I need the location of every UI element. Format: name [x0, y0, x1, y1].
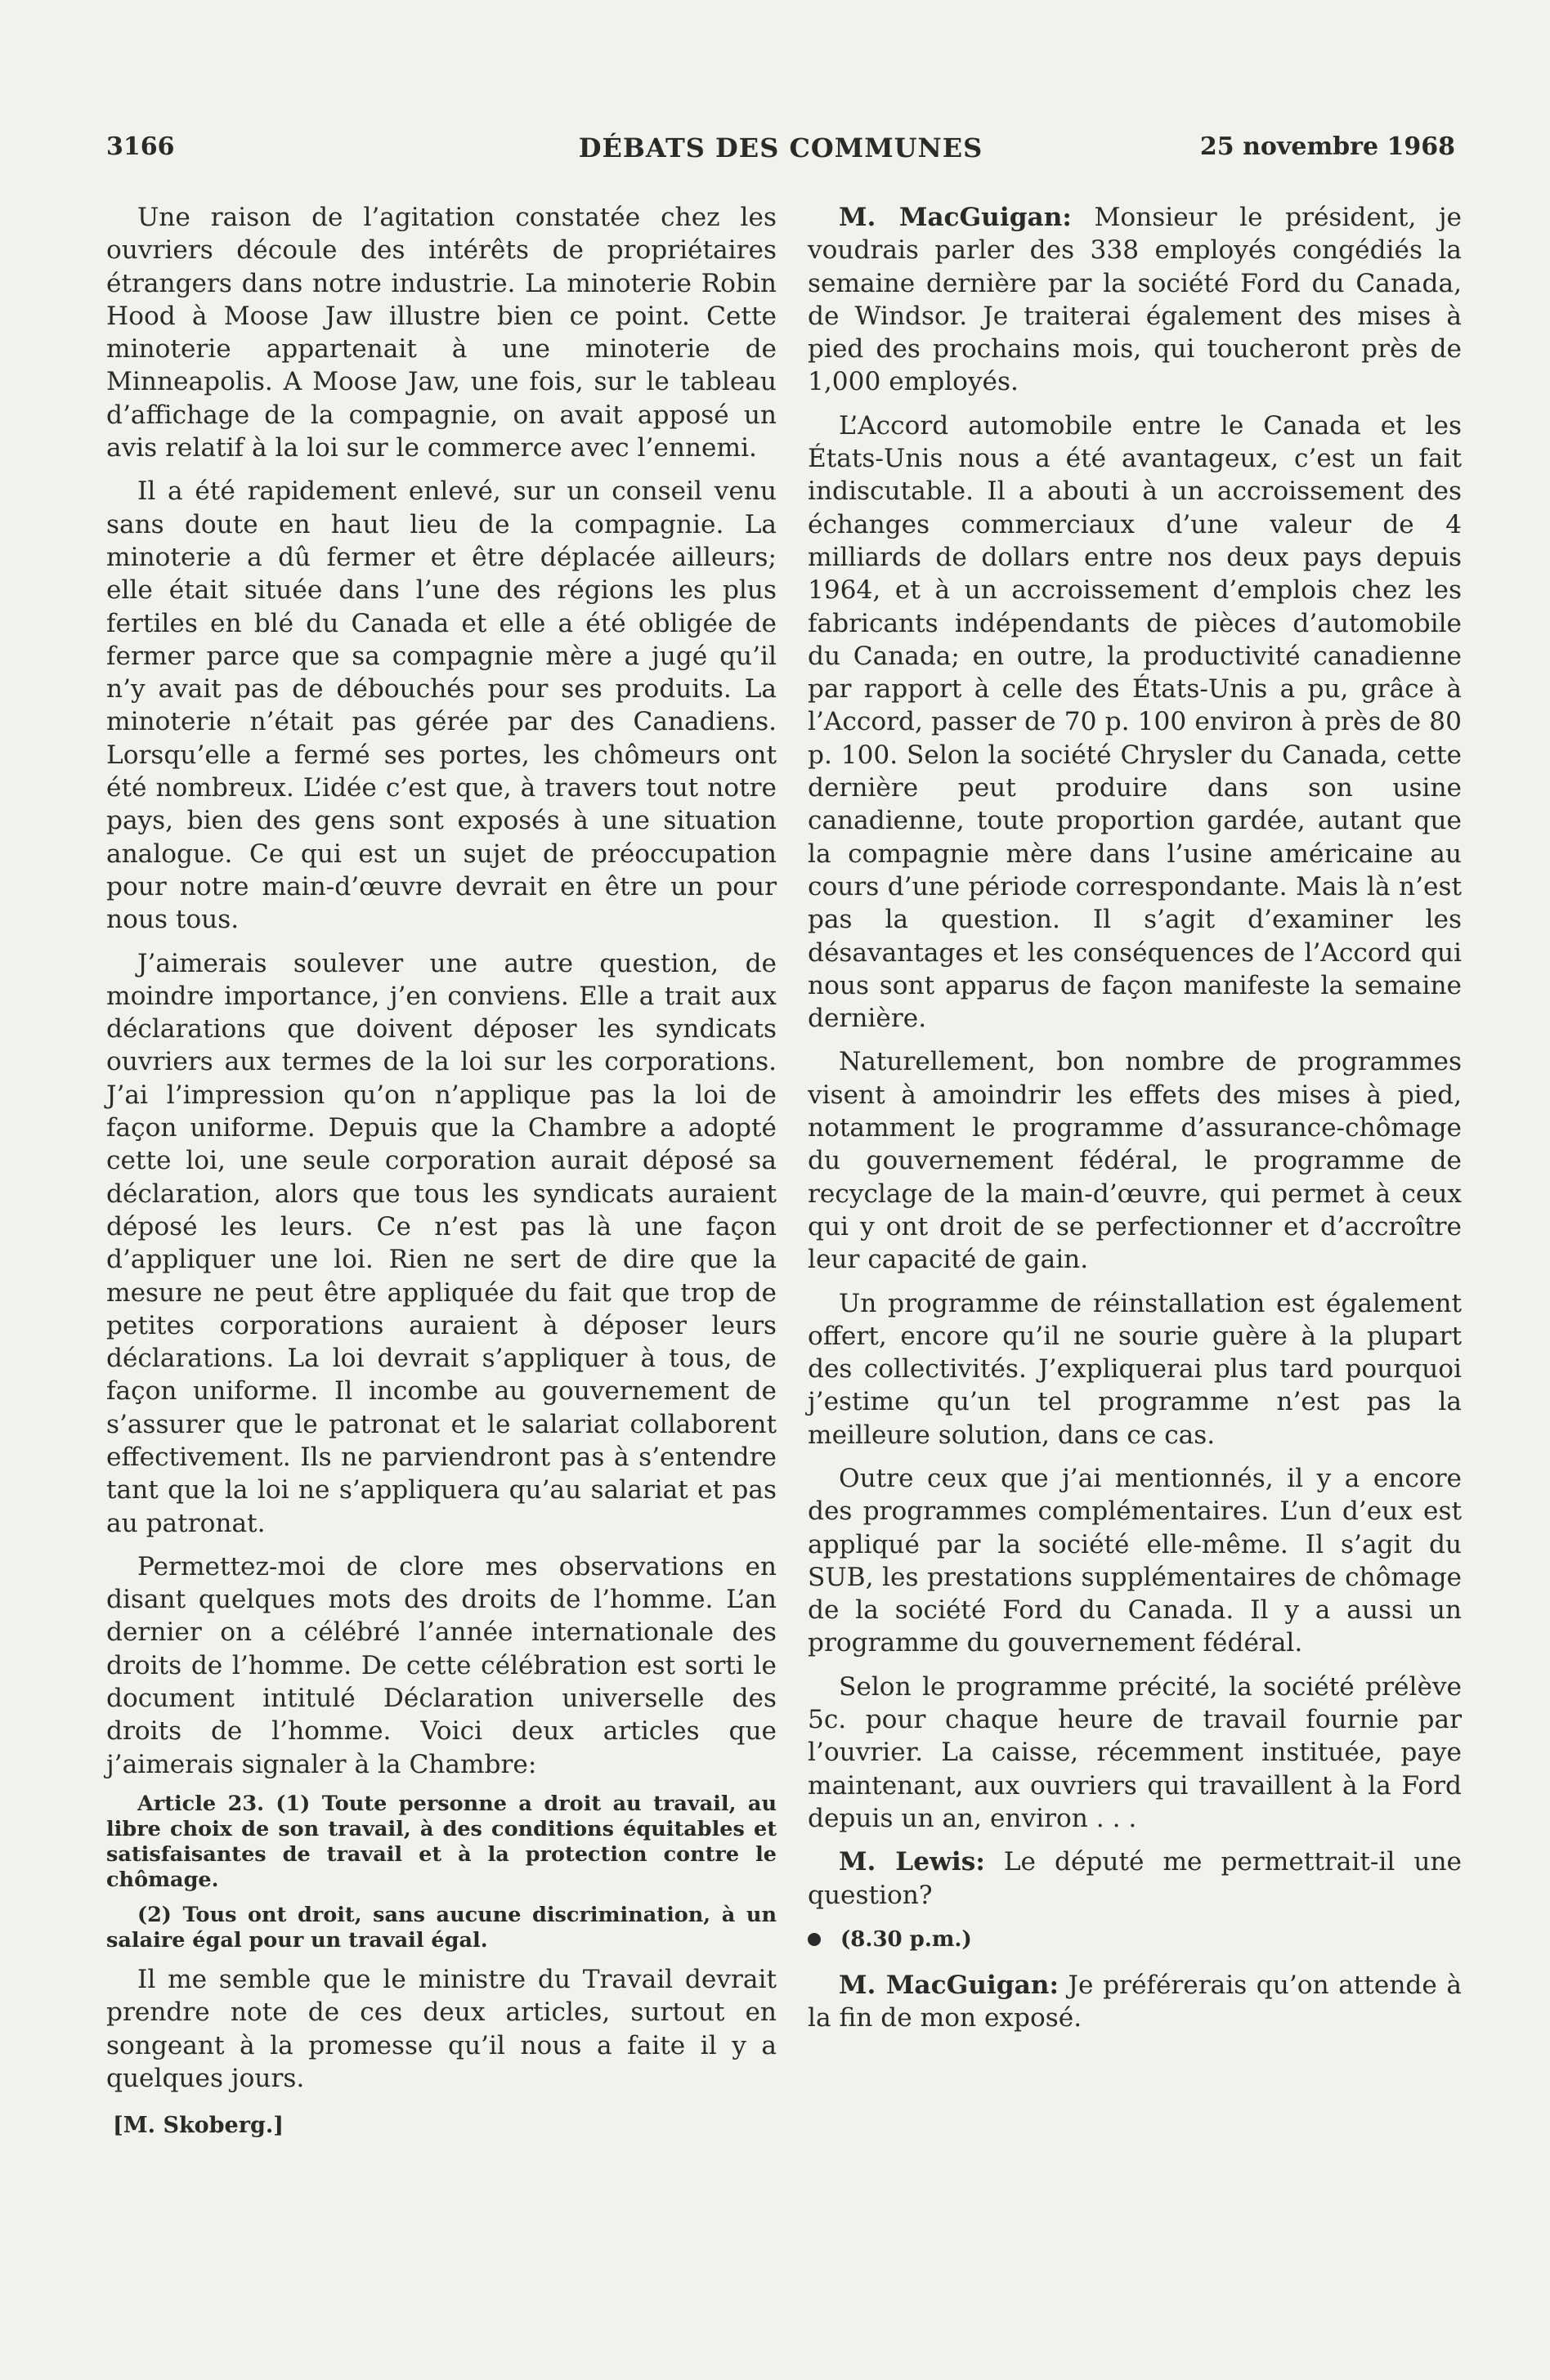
page-date: 25 novembre 1968 — [1199, 132, 1455, 161]
speaker-attribution: [M. Skoberg.] — [113, 2113, 284, 2139]
paragraph: Selon le programme précité, la société prélève 5c. pour chaque heure de travail fournie par l’ouvrier. La caisse, récemment instituée, paye maintenant, aux ouvriers qui travaillent à la Ford depuis un an, environ . . . — [808, 1671, 1462, 1833]
paragraph: Un programme de réinstallation est également offert, encore qu’il ne sourie guère à la plupart des collectivités. J’expliquerai plus tard pourquoi j’estime qu’un tel programme n’est pas la meilleure solution, dans ce cas. — [808, 1288, 1462, 1450]
time-marker — [808, 1923, 1462, 1956]
paragraph: L’Accord automobile entre le Canada et les États-Unis nous a été avantageux, c’est un fait indiscutable. Il a abouti à un accroissement des échanges commerciaux d’une valeur de 4 milliards de dollars entre nos deux pays depuis 1964, et à un accroissement d’emplois chez les fabricants indépendants de pièces d’automobile du Canada; en outre, la productivité canadienne par rapport à celle des États-Unis a pu, grâce à l’Accord, passer de 70 p. 100 environ à près de 80 p. 100. Selon la société Chrysler du Canada, cette dernière peut produire dans son usine canadienne, toute proportion gardée, autant que la compagnie mère dans l’usine américaine au cours d’une période correspondante. Mais là n’est pas la question. Il s’agit d’examiner les désavantages et les conséquences de l’Accord qui nous sont apparus de façon manifeste la semaine dernière. — [808, 410, 1462, 1034]
quoted-article: Article 23. (1) Toute personne a droit au travail, au libre choix de son travail, à des conditions équitables et satisfaisantes de travail et à la protection contre le chômage. — [106, 1791, 777, 1892]
right-column — [808, 201, 1462, 2046]
paragraph: Permettez-moi de clore mes observations en disant quelques mots des droits de l’homme. L’an dernier on a célébré l’année internationale des droits de l’homme. De cette célébration est sorti le document intitulé Déclaration universelle des droits de l’homme. Voici deux articles que j’aimerais signaler à la Chambre: — [106, 1551, 777, 1779]
running-title: DÉBATS DES COMMUNES — [578, 132, 983, 163]
bullet-icon — [808, 1933, 821, 1946]
page-header — [106, 132, 1455, 173]
page-number: 3166 — [106, 132, 175, 161]
speech-paragraph — [808, 201, 1462, 399]
paragraph: J’aimerais soulever une autre question, de moindre importance, j’en conviens. Elle a trait aux déclarations que doivent déposer les syndicats ouvriers aux termes de la loi sur les corporations. J’ai l’impression qu’on n’applique pas la loi de façon uniforme. Depuis que la Chambre a adopté cette loi, une seule corporation aurait déposé sa déclaration, alors que tous les syndicats auraient déposé les leurs. Ce n’est pas là une façon d’appliquer une loi. Rien ne sert de dire que la mesure ne peut être appliquée du fait que trop de petites corporations auraient à déposer leurs déclarations. La loi devrait s’appliquer à tous, de façon uniforme. Il incombe au gouvernement de s’assurer que le patronat et le salariat collaborent effectivement. Ils ne parviendront pas à s’entendre tant que la loi ne s’appliquera qu’au salariat et pas au patronat. — [106, 948, 777, 1538]
speech-paragraph — [808, 1969, 1462, 2035]
speaker-name: M. MacGuigan: — [839, 1971, 1059, 2001]
paragraph: Outre ceux que j’ai mentionnés, il y a encore des programmes complémentaires. L’un d’eux est appliqué par la société elle-même. Il s’agit du SUB, les prestations supplémentaires de chômage de la société Ford du Canada. Il y a aussi un programme du gouvernement fédéral. — [808, 1463, 1462, 1658]
speech-text: Je préférerais qu’on attende à la fin de mon exposé. — [808, 1971, 1462, 2033]
speaker-name: M. MacGuigan: — [839, 203, 1072, 232]
speaker-name: M. Lewis: — [839, 1847, 985, 1877]
quoted-article: (2) Tous ont droit, sans aucune discrimination, à un salaire égal pour un travail égal. — [106, 1902, 777, 1953]
left-column — [106, 201, 777, 2142]
time-text: (8.30 p.m.) — [840, 1926, 972, 1952]
speech-paragraph — [808, 1845, 1462, 1912]
paragraph: Une raison de l’agitation constatée chez les ouvriers découle des intérêts de propriétaires étrangers dans notre industrie. La minoterie Robin Hood à Moose Jaw illustre bien ce point. Cette minoterie appartenait à une minoterie de Minneapolis. A Moose Jaw, une fois, sur le tableau d’affichage de la compagnie, on avait apposé un avis relatif à la loi sur le commerce avec l’ennemi. — [106, 203, 777, 463]
speech-text: Monsieur le président, je voudrais parler des 338 employés congédiés la semaine dernière par la société Ford du Canada, de Windsor. Je traiterai également des mises à pied des prochains mois, qui toucheront près de 1,000 employés. — [808, 203, 1462, 397]
paragraph: Naturellement, bon nombre de programmes visent à amoindrir les effets des mises à pied, notamment le programme d’assurance-chômage du gouvernement fédéral, le programme de recyclage de la main-d’œuvre, qui permet à ceux qui y ont droit de se perfectionner et d’accroître leur capacité de gain. — [808, 1047, 1462, 1275]
paragraph: Il a été rapidement enlevé, sur un conseil venu sans doute en haut lieu de la compagnie. La minoterie a dû fermer et être déplacée ailleurs; elle était située dans l’une des régions les plus fertiles en blé du Canada et elle a été obligée de fermer parce que sa compagnie mère a jugé qu’il n’y avait pas de débouchés pour ses produits. La minoterie n’était pas gérée par des Canadiens. Lorsqu’elle a fermé ses portes, les chômeurs ont été nombreux. L’idée c’est que, à travers tout notre pays, bien des gens sont exposés à une situation analogue. Ce qui est un sujet de préoccupation pour notre main-d’œuvre devrait en être un pour nous tous. — [106, 476, 777, 935]
speech-text: Le député me permettrait-il une question? — [808, 1847, 1462, 1910]
paragraph: Il me semble que le ministre du Travail devrait prendre note de ces deux articles, surtout en songeant à la promesse qu’il nous a faite il y a quelques jours. — [106, 1964, 777, 2093]
